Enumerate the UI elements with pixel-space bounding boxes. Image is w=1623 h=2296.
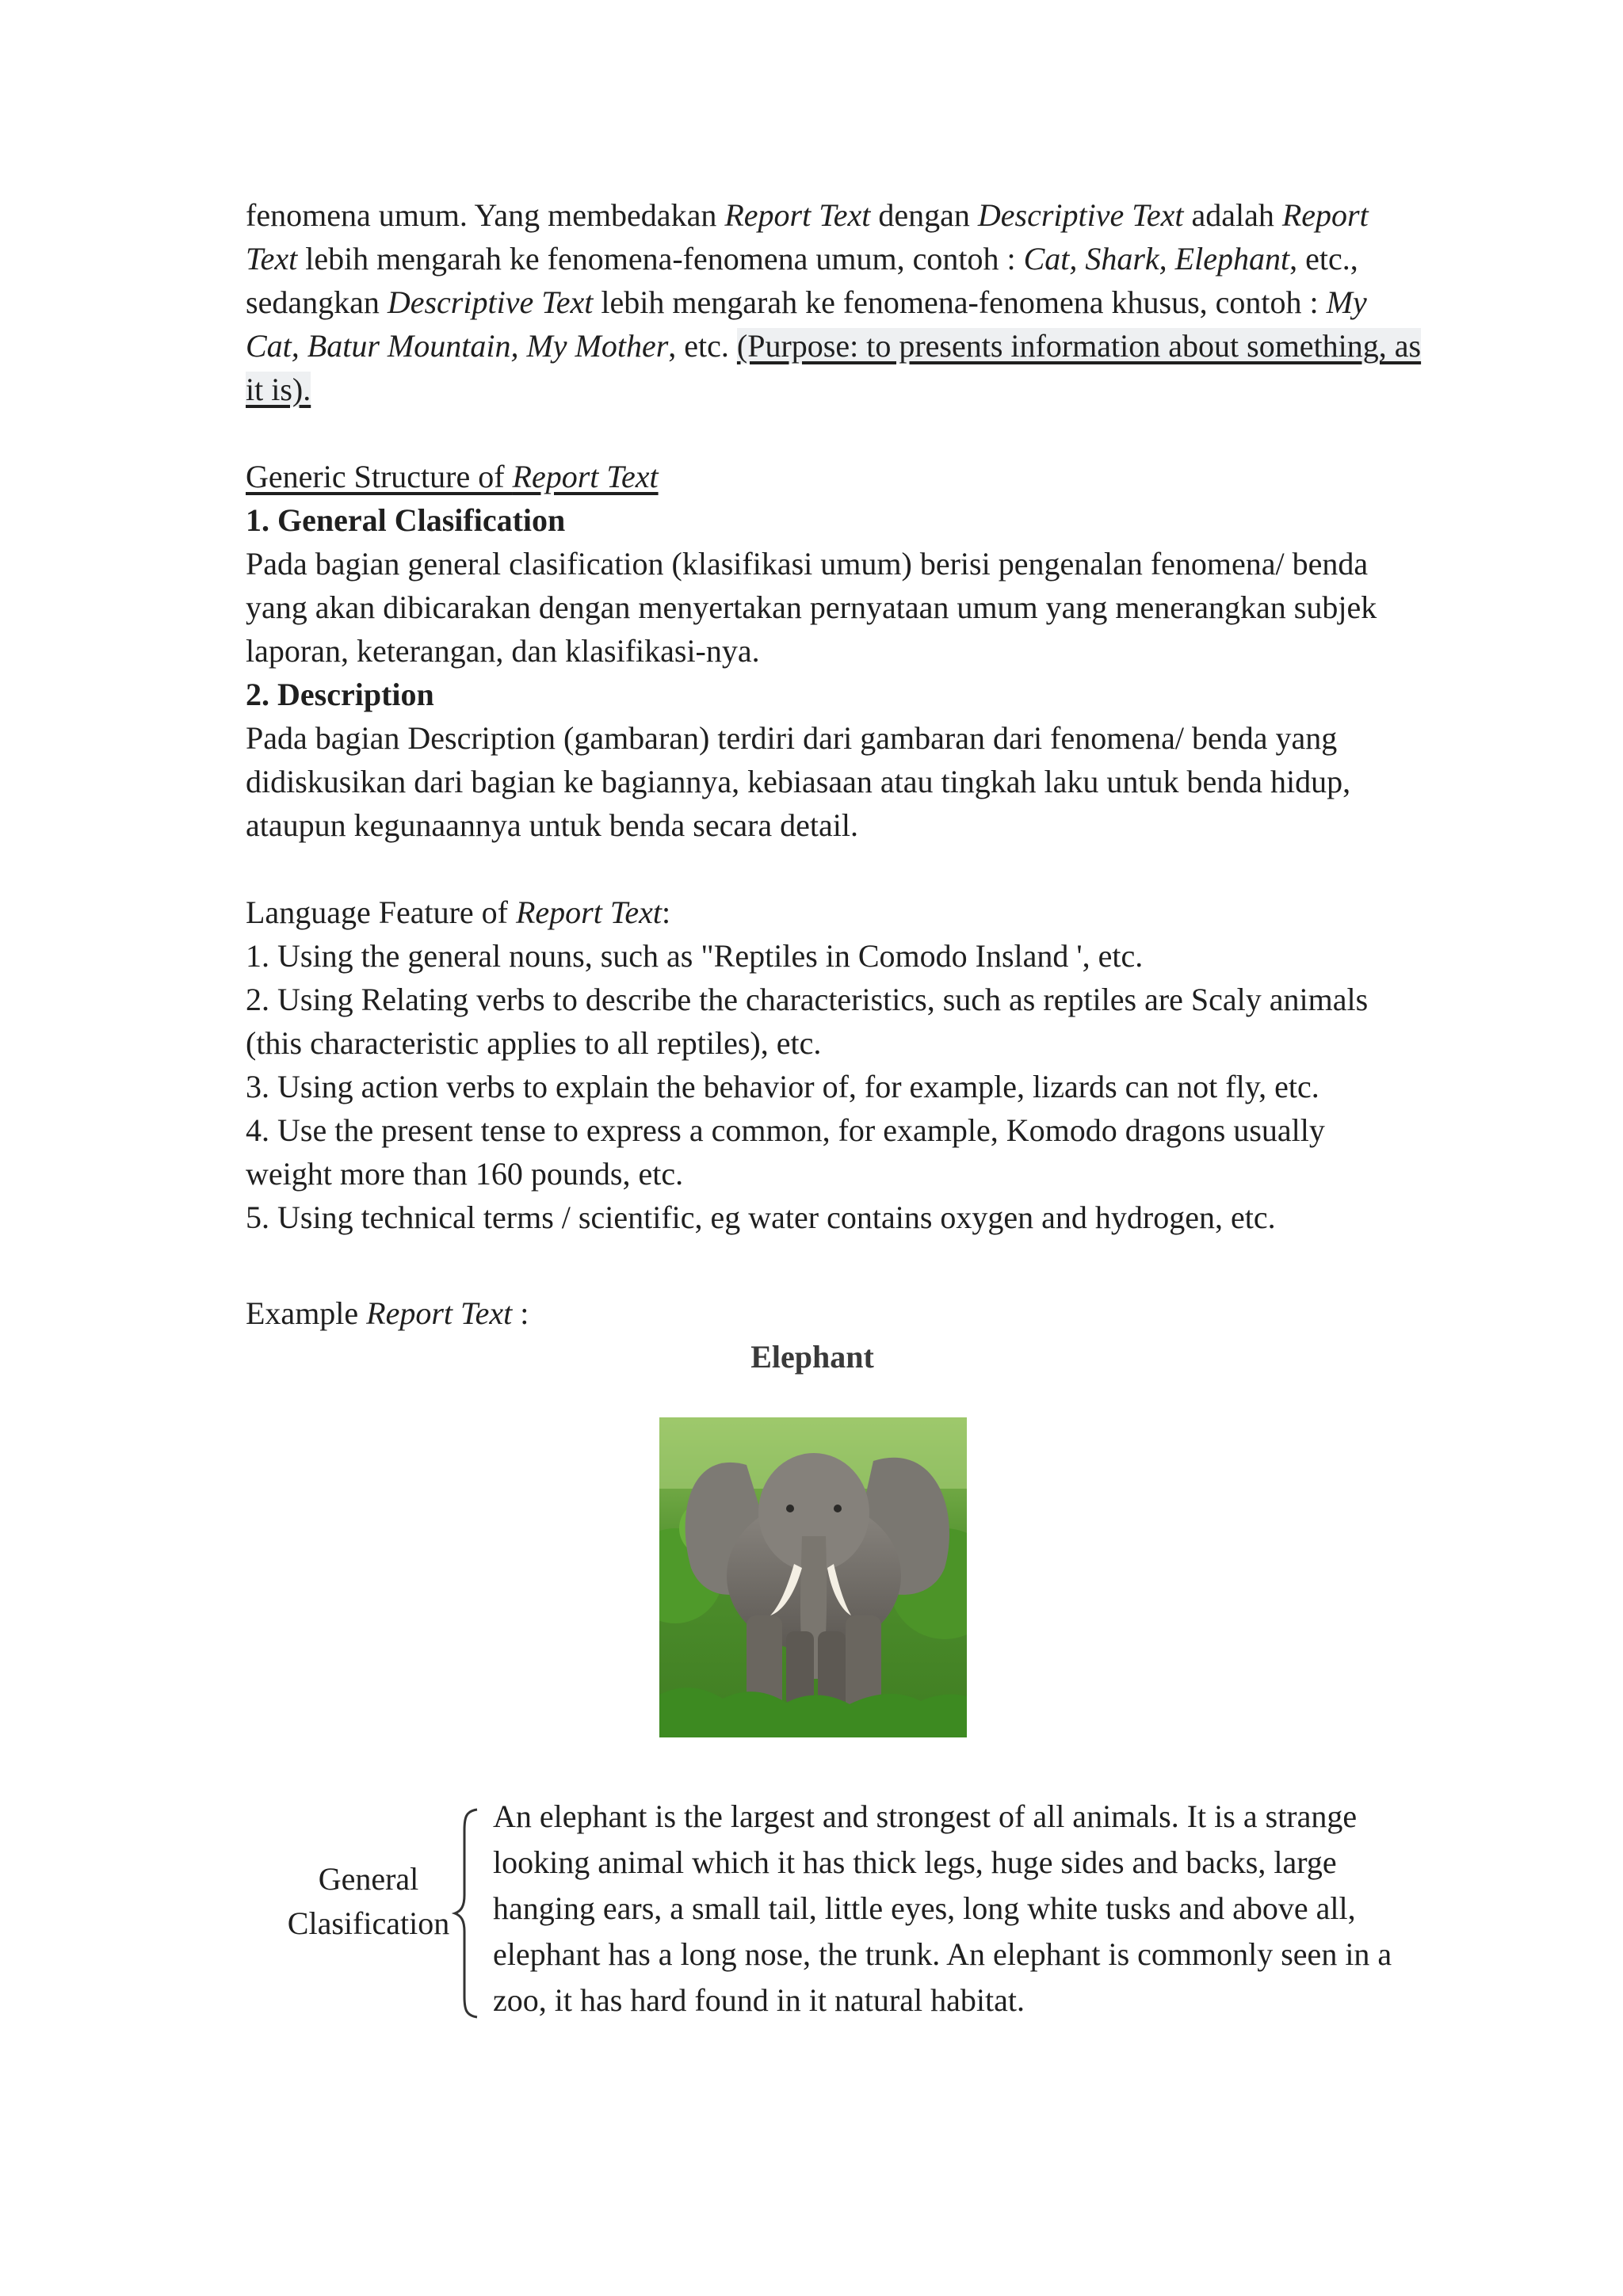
example-body-line-3: hanging ears, a small tail, little eyes, long white tusks and above all, (493, 1890, 1356, 1926)
example-label: Example Report Text : (246, 1295, 529, 1331)
general-clasification-title: 1. General Clasification (246, 502, 566, 538)
example-body-line-4: elephant has a long nose, the trunk. An elephant is commonly seen in a (493, 1936, 1392, 1972)
feature-2-line-2: (this characteristic applies to all reptiles), etc. (246, 1025, 822, 1061)
generic-structure-heading: Generic Structure of Report Text (246, 459, 659, 494)
intro-line-2: Text lebih mengarah ke fenomena-fenomena umum, contoh : Cat, Shark, Elephant, etc., (246, 241, 1358, 277)
general-clasification-line-3: laporan, keterangan, dan klasifikasi-nya. (246, 633, 760, 669)
language-feature-heading: Language Feature of Report Text: (246, 894, 671, 930)
description-line-3: ataupun kegunaannya untuk benda secara detail. (246, 807, 859, 843)
intro-line-1: fenomena umum. Yang membedakan Report Text dengan Descriptive Text adalah Report (246, 197, 1369, 233)
feature-2-line-1: 2. Using Relating verbs to describe the characteristics, such as reptiles are Scaly animals (246, 982, 1369, 1017)
feature-4-line-1: 4. Use the present tense to express a common, for example, Komodo dragons usually (246, 1112, 1325, 1148)
description-title: 2. Description (246, 677, 434, 712)
feature-5: 5. Using technical terms / scientific, eg water contains oxygen and hydrogen, etc. (246, 1199, 1276, 1235)
intro-line-3: sedangkan Descriptive Text lebih mengarah ke fenomena-fenomena khusus, contoh : My (246, 284, 1367, 320)
description-line-1: Pada bagian Description (gambaran) terdiri dari gambaran dari fenomena/ benda yang (246, 720, 1338, 756)
example-body-line-2: looking animal which it has thick legs, huge sides and backs, large (493, 1844, 1337, 1880)
intro-line-5 (246, 368, 1468, 411)
example-body-line-1: An elephant is the largest and strongest of all animals. It is a strange (493, 1798, 1358, 1834)
example-body-line-5: zoo, it has hard found in it natural habitat. (493, 1982, 1025, 2018)
feature-3: 3. Using action verbs to explain the behavior of, for example, lizards can not fly, etc. (246, 1069, 1319, 1104)
intro-line-4: Cat, Batur Mountain, My Mother, etc. (Purpose: to presents information about something, as (246, 328, 1422, 364)
general-clasification-side-label: General Clasification (287, 1861, 450, 1941)
feature-4-line-2: weight more than 160 pounds, etc. (246, 1156, 684, 1192)
curly-brace-icon (452, 1806, 483, 2020)
elephant-photo (659, 1417, 967, 1737)
document-page (246, 193, 1468, 1379)
general-clasification-line-2: yang akan dibicarakan dengan menyertakan pernyataan umum yang menerangkan subjek (246, 589, 1377, 625)
description-line-2: didiskusikan dari bagian ke bagiannya, kebiasaan atau tingkah laku untuk benda hidup, (246, 764, 1351, 799)
example-title: Elephant (750, 1339, 874, 1375)
example-body-paragraph (493, 1794, 1476, 2023)
purpose-statement-end: it is). (246, 372, 311, 407)
feature-1: 1. Using the general nouns, such as "Reptiles in Comodo Insland ', etc. (246, 938, 1144, 974)
general-clasification-line-1: Pada bagian general clasification (klasifikasi umum) berisi pengenalan fenomena/ benda (246, 546, 1369, 582)
purpose-statement: (Purpose: to presents information about something, as (736, 328, 1422, 364)
